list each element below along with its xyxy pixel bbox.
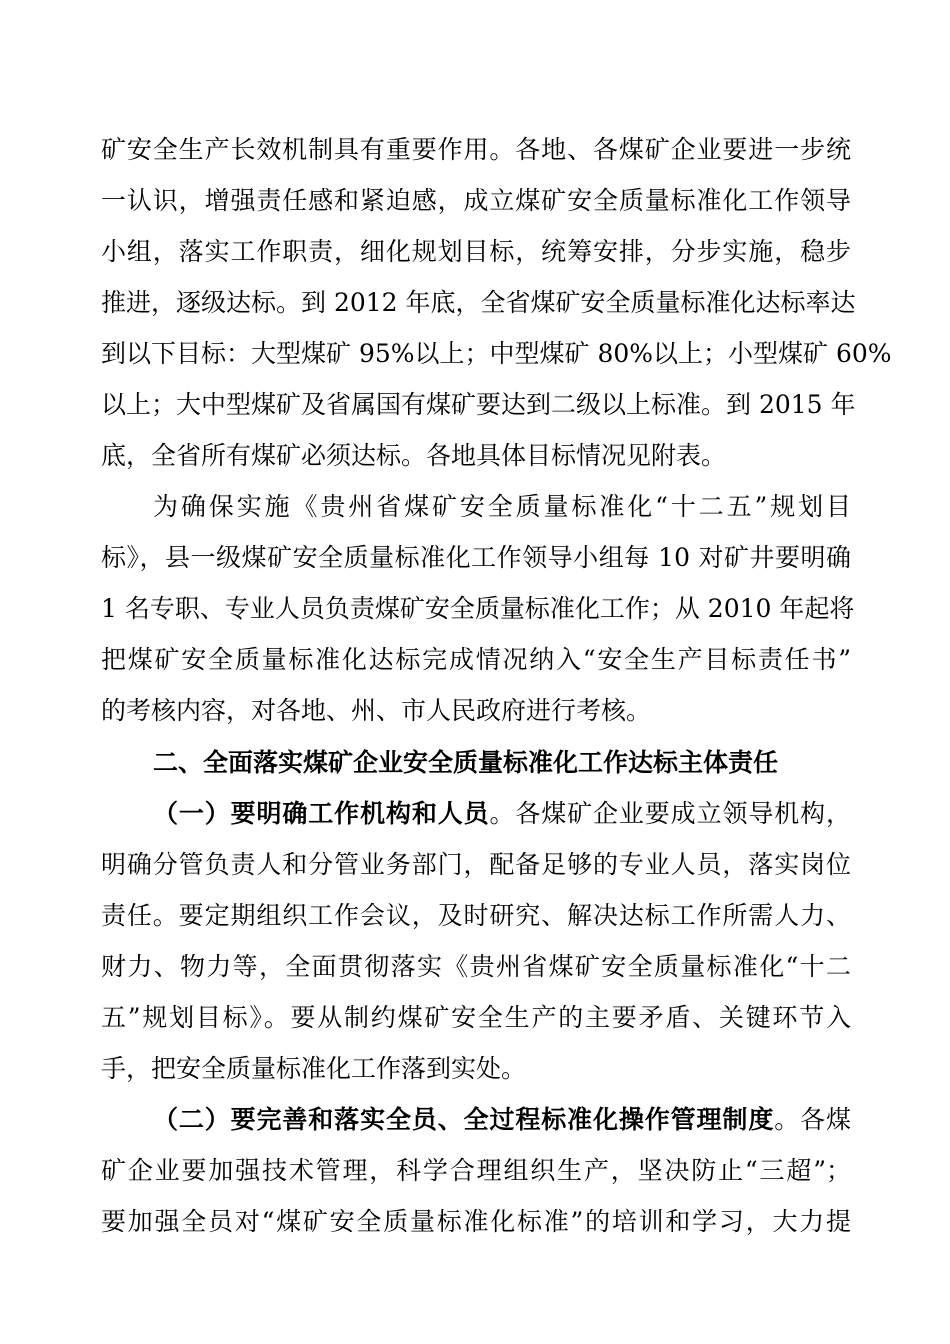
paragraph2-line: 的考核内容，对各地、州、市人民政府进行考核。 (101, 696, 652, 725)
paragraph1-line: 小组，落实工作职责，细化规划目标，统筹安排，分步实施，稳步 (101, 237, 851, 266)
item2-first-rest: 。各煤 (774, 1105, 851, 1134)
item1-title: （一）要明确工作机构和人员 (153, 799, 490, 828)
item2-line: 矿企业要加强技术管理，科学合理组织生产，坚决防止“三超”； (101, 1156, 851, 1185)
paragraph1-line: 推进，逐级达标。到 2012 年底，全省煤矿安全质量标准化达标率达 (101, 288, 856, 317)
paragraph1-line: 一认识，增强责任感和紧迫感，成立煤矿安全质量标准化工作领导 (101, 186, 851, 215)
paragraph1-line: 以上；大中型煤矿及省属国有煤矿要达到二级以上标准。到 2015 年 (101, 390, 856, 419)
section-heading: 二、全面落实煤矿企业安全质量标准化工作达标主体责任 (153, 748, 779, 777)
paragraph2-line: 把煤矿安全质量标准化达标完成情况纳入“安全生产目标责任书” (101, 645, 851, 674)
paragraph1-line: 到以下目标：大型煤矿 95%以上；中型煤矿 80%以上；小型煤矿 60% (101, 339, 892, 368)
item2-line: 要加强全员对“煤矿安全质量标准化标准”的培训和学习，大力提 (101, 1207, 851, 1236)
paragraph1-line: 底，全省所有煤矿必须达标。各地具体目标情况见附表。 (101, 441, 727, 470)
item2-title: （二）要完善和落实全员、全过程标准化操作管理制度 (153, 1105, 775, 1134)
item1-line: 五”规划目标》。要从制约煤矿安全生产的主要矛盾、关键环节入 (101, 1003, 851, 1032)
paragraph2-line: 标》，县一级煤矿安全质量标准化工作领导小组每 10 对矿井要明确 (101, 543, 851, 572)
item2-first-line (153, 1105, 851, 1135)
item1-line: 明确分管负责人和分管业务部门，配备足够的专业人员，落实岗位 (101, 850, 851, 879)
item1-line: 责任。要定期组织工作会议，及时研究、解决达标工作所需人力、 (101, 901, 851, 930)
paragraph2-line: 为确保实施《贵州省煤矿安全质量标准化“十二五”规划目 (153, 492, 851, 521)
paragraph1-line: 矿安全生产长效机制具有重要作用。各地、各煤矿企业要进一步统 (101, 135, 851, 164)
item1-line: 财力、物力等，全面贯彻落实《贵州省煤矿安全质量标准化“十二 (101, 952, 851, 981)
item1-line: 手，把安全质量标准化工作落到实处。 (101, 1054, 527, 1083)
item1-first-line (153, 799, 851, 829)
item1-first-rest: 。各煤矿企业要成立领导机构， (489, 799, 851, 828)
paragraph2-line: 1 名专职、专业人员负责煤矿安全质量标准化工作；从 2010 年起将 (101, 594, 855, 623)
